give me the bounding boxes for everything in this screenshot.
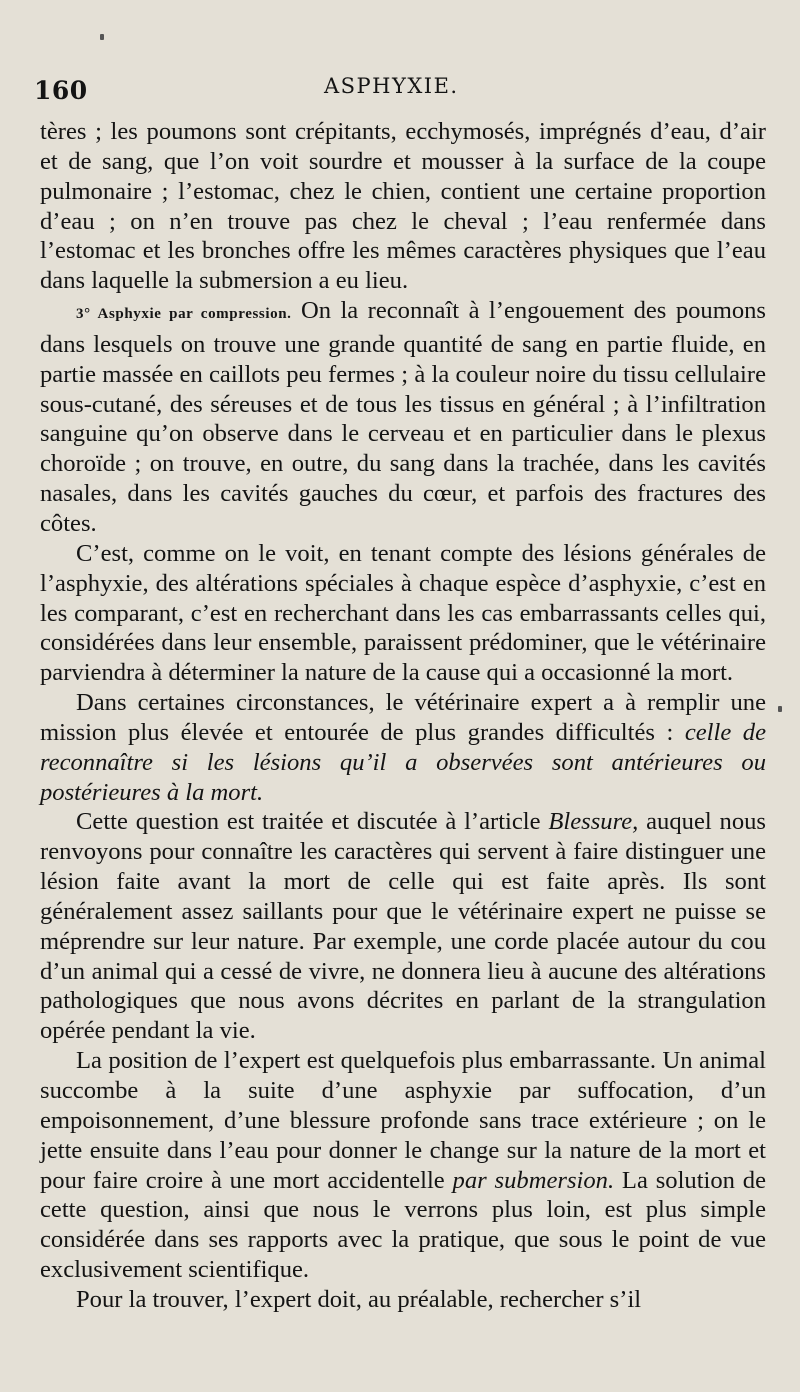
italic-text: Blessure, xyxy=(548,808,639,836)
paragraph-text: La position de l’expert est quelquefois plus embarrassante. Un animal succombe à la suite d’une asphyxie par suffocation, d’un empoisonnement, d’une blessure profonde sans trace extérieure ; on le jette ensuite dans l’eau pour donner le change sur la nature de la mort et pour faire croire à une mort accidentelle xyxy=(40,1047,766,1194)
paragraph-text: Dans certaines circonstances, le vétérinaire expert a à remplir une mission plus élevée et entourée de plus grandes difficultés : xyxy=(40,689,766,746)
paragraph xyxy=(40,117,766,296)
paragraph-text: C’est, comme on le voit, en tenant compte des lésions générales de l’asphyxie, des altérations spéciales à chaque espèce d’asphyxie, c’est en les comparant, c’est en recherchant dans les cas embarrassants celles qui, considérées dans leur ensemble, paraissent prédominer, que le vétérinaire parviendra à déterminer la nature de la cause qui a occasionné la mort. xyxy=(40,539,766,687)
paragraph xyxy=(40,807,766,1046)
running-title: ASPHYXIE. xyxy=(324,74,459,98)
paragraph-text: La solution de cette question, ainsi que nous le verrons plus loin, est plus simple considérée dans ses rapports avec la pratique, que sous le point de vue exclusivement scientifique. xyxy=(40,1166,766,1284)
paragraph-text: On la reconnaît à l’engouement des poumons dans lesquels on trouve une grande quantité de sang en partie fluide, en partie massée en caillots peu fermes ; à la couleur noire du tissu cellulaire sous-cutané, des séreuses et de tous les tissus en général ; à l’infiltration sanguine qu’on observe dans le cerveau et en particulier dans le plexus choroïde ; on trouve, en outre, du sang dans la trachée, dans les cavités nasales, dans les cavités gauches du cœur, et parfois des fractures des côtes. xyxy=(40,297,766,537)
body-text xyxy=(40,117,766,1315)
paragraph-text: Cette question est traitée et discutée à l’article xyxy=(76,808,549,836)
page-number: 160 xyxy=(34,76,88,105)
page-header xyxy=(34,72,754,108)
paragraph xyxy=(40,1046,766,1285)
italic-text: par submersion. xyxy=(452,1166,615,1194)
paragraph xyxy=(40,1285,766,1315)
paragraph-text: auquel nous renvoyons pour connaître les caractères qui servent à faire distinguer une lésion faite avant la mort de celle qui est faite après. Ils sont généralement assez saillants pour que le vétérinaire expert ne puisse se méprendre sur leur nature. Par exemple, une corde placée autour du cou d’un animal qui a cessé de vivre, ne donnera lieu à aucune des altérations pathologiques que nous avons décrites en parlant de la strangulation opérée pendant la vie. xyxy=(40,808,766,1045)
paragraph xyxy=(40,688,766,807)
paragraph-text: Pour la trouver, l’expert doit, au préalable, rechercher s’il xyxy=(76,1285,642,1313)
ink-speck xyxy=(100,34,104,40)
italic-text: celle de reconnaître si les lésions qu’il a observées sont antérieures ou postérieures à la mort. xyxy=(40,718,766,806)
ink-speck xyxy=(778,706,782,712)
section-heading: 3° Asphyxie par compression. xyxy=(76,306,292,323)
paragraph-text: tères ; les poumons sont crépitants, ecchymosés, imprégnés d’eau, d’air et de sang, que l’on voit sourdre et mousser à la surface de la coupe pulmonaire ; l’estomac, chez le chien, contient une certaine proportion d’eau ; on n’en trouve pas chez le cheval ; l’eau renfermée dans l’estomac et les bronches offre les mêmes caractères physiques que l’eau dans laquelle la submersion a eu lieu. xyxy=(40,118,766,295)
paragraph xyxy=(40,539,766,688)
paragraph xyxy=(40,296,766,539)
